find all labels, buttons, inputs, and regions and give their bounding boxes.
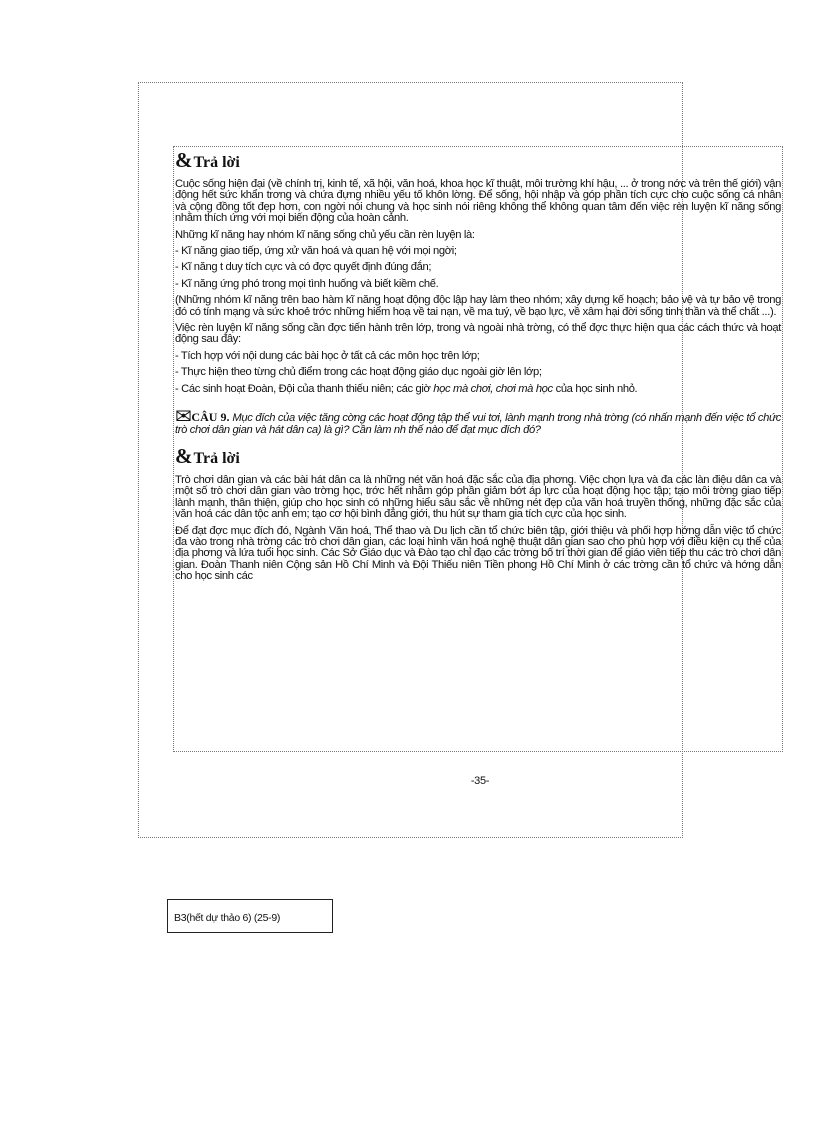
- list-item: - Các sinh hoạt Đoàn, Đội của thanh thiếu niên; các giờ học mà chơi, chơi mà học của học sinh nhỏ.: [175, 382, 638, 395]
- question-text: Mục đích của việc tăng cờng các hoạt động tập thể vui tơi, lành mạnh trong nhà trờng (có nhấn mạnh đến việc tổ chức trò chơi dân gian và hát dân ca) là gì? Cần làm nh thế nào để đạt mục đích đó?: [175, 412, 781, 436]
- ampersand-icon: &: [175, 148, 193, 172]
- ampersand-icon: &: [175, 443, 193, 468]
- paragraph: Việc rèn luyện kĩ năng sống cần đợc tiến hành trên lớp, trong và ngoài nhà trờng, có thể đợc thực hiện qua các cách thức và hoạt động sau đây:: [175, 322, 781, 346]
- paragraph: (Những nhóm kĩ năng trên bao hàm kĩ năng hoạt động độc lập hay làm theo nhóm; xây dựng kế hoạch; bảo vệ và tự bảo vệ trong đó có tính mạng và sức khoẻ trớc những hiểm hoạ về tai nạn, về ma tuý, về bạo lực, về xâm hại đời sống tinh thần và thể chất ...).: [175, 294, 781, 318]
- list-item: - Thực hiện theo từng chủ điểm trong các hoạt động giáo dục ngoài giờ lên lớp;: [175, 366, 542, 379]
- paragraph: Trò chơi dân gian và các bài hát dân ca là những nét văn hoá đặc sắc của địa phơng. Việc chọn lựa và đa các làn điệu dân ca và một số trò chơi dân gian vào trờng học, trớc hết nhằm góp phần giảm bớt áp lực của hoạt động học tập; tạo môi trờng giao tiếp lành mạnh, thân thiện, giúp cho học sinh có những hiểu sâu sắc về những nét đẹp của văn hoá truyền thống, những đặc sắc của văn hoá các dân tộc anh em; tạo cơ hội bình đẳng giới, thu hút sự tham gia tích cực của học sinh.: [175, 473, 781, 521]
- paragraph: Cuộc sống hiện đại (về chính trị, kinh tế, xã hội, văn hoá, khoa học kĩ thuật, môi trường khí hậu, ... ở trong nớc và trên thế giới) vận động hết sức khẩn trơng và chứa đựng nhiều yếu tố khôn lờng. Để sống, hội nhập và góp phần tích cực cho cuộc sống cá nhân và cộng đồng tốt đẹp hơn, con ngời nói chung và học sinh nói riêng không thể không quan tâm đến việc rèn luyện kĩ năng sống nhằm thích ứng với mọi biến động của hoàn cảnh.: [175, 178, 781, 225]
- document-body: [175, 150, 781, 588]
- draft-stamp: B3(hết dự thảo 6) (25-9): [167, 899, 333, 933]
- list-item: - Kĩ năng ứng phó trong mọi tình huống và biết kiềm chế.: [175, 277, 439, 290]
- page-number: -35-: [470, 775, 490, 787]
- answer-label: Trả lời: [193, 449, 240, 467]
- list-item: - Tích hợp với nội dung các bài học ở tất cả các môn học trên lớp;: [175, 349, 480, 362]
- question: [175, 404, 781, 436]
- list-item: - Kĩ năng giao tiếp, ứng xử văn hoá và quan hệ với mọi ngời;: [175, 245, 457, 258]
- question-label: CÂU 9.: [191, 410, 230, 425]
- list-item: - Kĩ năng t duy tích cực và có đợc quyết định đúng đắn;: [175, 261, 432, 274]
- paragraph: Để đạt đợc mục đích đó, Ngành Văn hoá, Thể thao và Du lịch cần tổ chức biên tập, giới thiệu và phối hợp hớng dẫn việc tổ chức đa vào trong nhà trờng các trò chơi dân gian, các loại hình văn hoá nghệ thuật dân gian sao cho phù hợp với điều kiện cụ thể của địa phơng và lứa tuổi học sinh. Các Sở Giáo dục và Đào tạo chỉ đạo các trờng bố trí thời gian để giáo viên tiếp thu các trò chơi dân gian. Đoàn Thanh niên Cộng sản Hồ Chí Minh và Đội Thiếu niên Tiền phong Hồ Chí Minh ở các trờng cần tổ chức và hớng dẫn cho học sinh các: [175, 524, 781, 583]
- paragraph: Những kĩ năng hay nhóm kĩ năng sống chủ yếu cần rèn luyện là:: [175, 228, 475, 241]
- answer-heading: [175, 150, 781, 173]
- envelope-icon: ✉: [175, 404, 192, 429]
- answer-heading: [175, 443, 781, 469]
- answer-label: Trả lời: [193, 154, 240, 171]
